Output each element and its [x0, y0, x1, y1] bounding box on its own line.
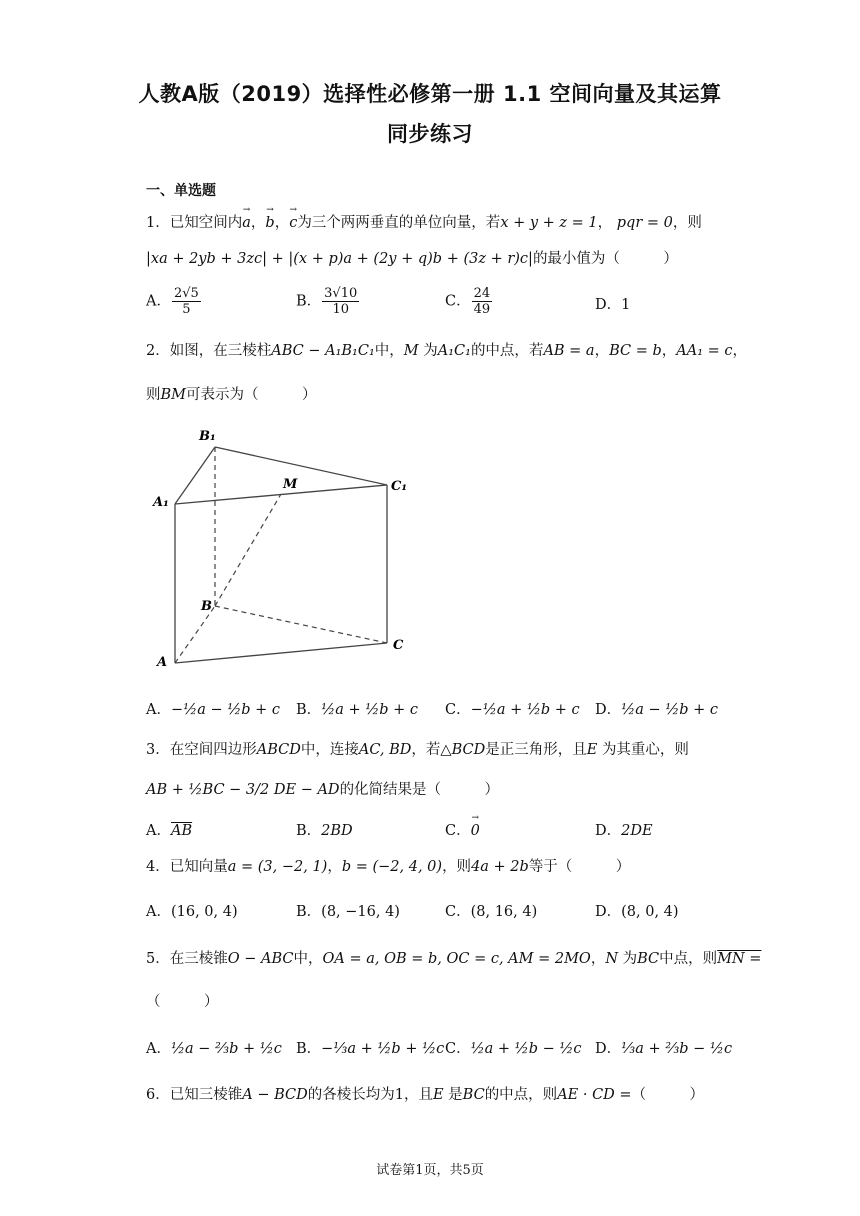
q3-text: 为其重心，则: [601, 742, 689, 758]
q1-condition-1: x + y + z = 1: [500, 215, 598, 231]
option-label: C．: [445, 1041, 471, 1057]
q3-text: 是正三角形，且: [485, 742, 587, 758]
vector-a: → a: [242, 215, 251, 231]
q6-text: 6．已知三棱锥: [146, 1087, 243, 1103]
option-value: 2BD: [321, 823, 353, 839]
edge-a-c: [175, 643, 387, 663]
q6-text: 的中点，则: [484, 1087, 558, 1103]
q2-point-m: M: [403, 343, 419, 359]
q4-option-a[interactable]: [146, 900, 238, 921]
denominator: 5: [182, 302, 191, 317]
q2-text: 为: [423, 343, 438, 359]
fraction: [322, 286, 359, 317]
q5-text: ，: [590, 951, 606, 967]
segment-b-m: [215, 494, 281, 606]
q5-definitions: OA = a, OB = b, OC = c, AM = 2MO: [322, 951, 591, 967]
option-label: B．: [296, 702, 322, 718]
q3-option-b[interactable]: [296, 819, 353, 840]
q1-option-a[interactable]: [146, 286, 202, 317]
q1-text: 1．已知空间内: [146, 215, 243, 231]
q3-stem-line-2: [146, 778, 499, 799]
option-value: ½a − ⅔b + ½c: [170, 1041, 282, 1057]
q5-vector-mn: MN =: [717, 951, 762, 967]
q6-point-e: E: [432, 1087, 444, 1103]
q1-condition-2: pqr = 0: [616, 215, 673, 231]
option-value: ½a + ½b − ½c: [470, 1041, 582, 1057]
q3-text: 中，连接: [300, 742, 359, 758]
q5-stem-line-1: [146, 947, 761, 968]
q2-text: 2．如图，在三棱柱: [146, 343, 272, 359]
numerator: 24: [473, 286, 491, 301]
q3-triangle: BCD: [451, 742, 486, 758]
option-label: D．: [595, 297, 622, 313]
q1-option-c[interactable]: [445, 286, 493, 317]
option-value: −⅓a + ½b + ½c: [321, 1041, 445, 1057]
option-value: → 0: [471, 823, 480, 839]
page-footer: 试卷第1页，共5页: [376, 1163, 484, 1178]
option-label: D．: [595, 1041, 622, 1057]
q6-expression: AE · CD =: [557, 1087, 632, 1103]
option-value: (8, 0, 4): [621, 904, 679, 920]
q5-point-n: N: [605, 951, 619, 967]
fraction: [172, 286, 201, 317]
q2-text: 可表示为（ ）: [186, 387, 317, 403]
q2-vector-bc: BC = b: [609, 343, 662, 359]
option-label: B．: [296, 823, 322, 839]
vector-c: → c: [289, 215, 297, 231]
q2-stem-line-1: 2．如图，在三棱柱ABC − A₁B₁C₁中，M 为A₁C₁的中点，若AB = a，BC = b，AA₁ = c，: [146, 343, 747, 359]
q6-text: 的各棱长均为1，且: [307, 1087, 433, 1103]
q5-option-d[interactable]: [595, 1037, 732, 1058]
q3-expression: AB + ½BC − 3/2 DE − AD: [146, 782, 340, 798]
q2-segment: A₁C₁: [437, 343, 471, 359]
q3-text: 3．在空间四边形: [146, 742, 257, 758]
q3-text: ，若△: [411, 742, 452, 758]
option-value: ½a − ½b + c: [621, 702, 719, 718]
q6-segment-bc: BC: [462, 1087, 485, 1103]
q5-option-c[interactable]: [445, 1037, 582, 1058]
vector-b: → b: [265, 215, 274, 231]
q2-prism: ABC − A₁B₁C₁: [271, 343, 375, 359]
option-label: B．: [296, 293, 322, 310]
option-label: C．: [445, 702, 471, 718]
denominator: 10: [332, 302, 349, 317]
q2-option-a[interactable]: [146, 698, 280, 719]
option-label: A．: [146, 702, 171, 718]
q1-option-d[interactable]: [595, 293, 630, 314]
label-a1: A₁: [153, 495, 169, 510]
q1-text: ，则: [672, 215, 702, 231]
q3-diagonals: AC, BD: [358, 742, 412, 758]
option-value: −½a + ½b + c: [470, 702, 580, 718]
label-c1: C₁: [391, 479, 408, 494]
q6-pyramid: A − BCD: [242, 1087, 308, 1103]
option-value: $\overline{AB}$: [170, 823, 193, 839]
label-b1: B₁: [199, 429, 216, 444]
option-label: A．: [146, 823, 171, 839]
q4-text: 4．已知向量: [146, 859, 228, 875]
q3-option-a[interactable]: [146, 819, 192, 840]
q1-stem-line-2: [146, 247, 678, 268]
edge-a1-b1: [175, 447, 215, 504]
option-label: D．: [595, 823, 622, 839]
fraction: [472, 286, 493, 317]
q2-text: 中，: [374, 343, 404, 359]
q2-option-b[interactable]: [296, 698, 418, 719]
q4-stem: 4．已知向量a = (3, −2, 1)，b = (−2, 4, 0)，则4a + 2b等于（ ）: [146, 859, 631, 875]
q4-option-c[interactable]: [445, 900, 537, 921]
q6-stem: [146, 1083, 704, 1104]
q3-option-c[interactable]: [445, 819, 480, 840]
edge-a-b: [175, 606, 215, 663]
q2-option-c[interactable]: [445, 698, 580, 719]
option-label: A．: [146, 293, 171, 310]
q3-text: 的化简结果是（ ）: [339, 782, 500, 798]
option-label: B．: [296, 1041, 322, 1057]
prism-figure: [145, 420, 425, 675]
label-b: B: [201, 599, 212, 614]
option-value: 2DE: [621, 823, 653, 839]
q5-text: 5．在三棱锥: [146, 951, 228, 967]
q3-quad: ABCD: [256, 742, 301, 758]
q4-vector-a: a = (3, −2, 1): [227, 859, 328, 875]
option-value: ½a + ½b + c: [321, 702, 419, 718]
q2-option-d[interactable]: [595, 698, 718, 719]
numerator: 2√5: [173, 286, 199, 301]
q1-text: 为三个两两垂直的单位向量，若: [297, 215, 501, 231]
q2-vector-ab: AB = a: [543, 343, 595, 359]
option-label: B．: [296, 904, 322, 920]
q3-point-e: E: [586, 742, 598, 758]
q5-text: 中，: [293, 951, 323, 967]
title-line-2: 同步练习: [387, 122, 473, 146]
edge-b1-c1: [215, 447, 387, 485]
option-value: ⅓a + ⅔b − ½c: [621, 1041, 733, 1057]
q2-text: 则: [146, 387, 161, 403]
q6-text: 是: [448, 1087, 463, 1103]
q3-option-d[interactable]: [595, 819, 653, 840]
q2-text: 的中点，若: [470, 343, 544, 359]
option-value: (16, 0, 4): [170, 904, 238, 920]
q1-expression: |xa + 2yb + 3zc| + |(x + p)a + (2y + q)b + (3z + r)c|: [146, 251, 533, 267]
section-heading: 一、单选题: [146, 183, 216, 199]
label-m: M: [283, 477, 298, 492]
option-value: (8, 16, 4): [470, 904, 538, 920]
option-label: A．: [146, 1041, 171, 1057]
title-line-1: 人教A版（2019）选择性必修第一册 1.1 空间向量及其运算: [138, 82, 722, 106]
option-value: (8, −16, 4): [321, 904, 400, 920]
option-label: A．: [146, 904, 171, 920]
q4-option-b[interactable]: [296, 900, 400, 921]
denominator: 49: [473, 302, 491, 317]
q4-expression: 4a + 2b: [471, 859, 529, 875]
q5-answer-paren: （ ）: [146, 994, 219, 1010]
q4-text: ，则: [442, 859, 472, 875]
q2-stem-line-2: [146, 383, 317, 404]
option-value: 1: [621, 297, 631, 313]
q5-option-b[interactable]: [296, 1037, 444, 1058]
option-label: D．: [595, 904, 622, 920]
q1-option-b[interactable]: [296, 286, 360, 317]
q2-vector-bm: BM: [160, 387, 187, 403]
q5-stem-line-2: [146, 990, 219, 1011]
option-label: C．: [445, 904, 471, 920]
numerator: 3√10: [324, 286, 358, 301]
q4-text: 等于（ ）: [528, 859, 631, 875]
q2-vector-aa1: AA₁ = c: [676, 343, 733, 359]
q5-text: 为: [622, 951, 638, 967]
q5-option-a[interactable]: [146, 1037, 282, 1058]
q6-answer-paren: （ ）: [631, 1087, 705, 1103]
q1-stem-line-1: 1．已知空间内→ a，→ b，→ c为三个两两垂直的单位向量，若x + y + z = 1， pqr = 0，则: [146, 211, 702, 232]
option-label: D．: [595, 702, 622, 718]
q5-segment-bc: BC: [637, 951, 660, 967]
label-c: C: [393, 638, 404, 653]
q5-text: 中点，则: [659, 951, 718, 967]
label-a: A: [157, 655, 168, 670]
option-label: C．: [445, 293, 471, 310]
q1-text: 的最小值为（ ）: [532, 251, 678, 267]
edge-b-c: [215, 606, 387, 643]
q3-stem-line-1: [146, 738, 689, 759]
q4-option-d[interactable]: [595, 900, 679, 921]
option-label: C．: [445, 823, 471, 839]
option-value: −½a − ½b + c: [170, 702, 281, 718]
q4-vector-b: b = (−2, 4, 0): [341, 859, 443, 875]
q5-pyramid: O − ABC: [227, 951, 294, 967]
